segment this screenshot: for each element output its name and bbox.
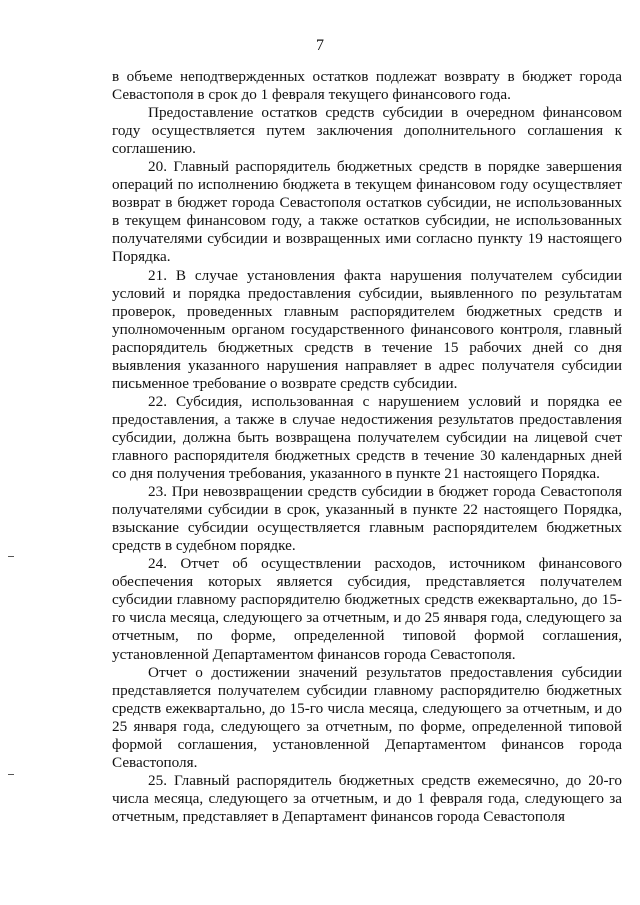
scan-mark xyxy=(8,556,14,557)
paragraph-item-21: 21. В случае установления факта нарушения получателем субсидии условий и порядка предоставления субсидии, выявленного по результатам проверок, проведенных главным распорядителем бюджетных средств и уполномоченным органом государственного финансового контроля, главный распорядитель бюджетных средств в течение 15 рабочих дней со дня выявления указанного нарушения направляет в адрес получателя субсидии письменное требование о возврате средств субсидии. xyxy=(112,266,622,392)
document-body xyxy=(112,68,622,826)
paragraph: Отчет о достижении значений результатов предоставления субсидии представляется получателем субсидии главному распорядителю бюджетных средств ежеквартально, до 15-го числа месяца, следующего за отчетным, и до 25 января года, следующего за отчетным, по форме, определенной типовой формой соглашения, установленной Департаментом финансов города Севастополя. xyxy=(112,663,622,771)
paragraph-item-23: 23. При невозвращении средств субсидии в бюджет города Севастополя получателями субсидии в срок, указанный в пункте 22 настоящего Порядка, взыскание субсидии осуществляется главным распорядителем бюджетных средств в судебном порядке. xyxy=(112,483,622,555)
paragraph: Предоставление остатков средств субсидии в очередном финансовом году осуществляется путем заключения дополнительного соглашения к соглашению. xyxy=(112,104,622,158)
paragraph: в объеме неподтвержденных остатков подлежат возврату в бюджет города Севастополя в срок до 1 февраля текущего финансового года. xyxy=(112,68,622,104)
scan-mark xyxy=(8,774,14,775)
paragraph-item-24: 24. Отчет об осуществлении расходов, источником финансового обеспечения которых является субсидия, представляется получателем субсидии главному распорядителю бюджетных средств ежеквартально, до 15-го числа месяца, следующего за отчетным, и до 25 января года, следующего за отчетным, по форме, определенной типовой формой соглашения, установленной Департаментом финансов города Севастополя. xyxy=(112,555,622,663)
page-number: 7 xyxy=(316,37,324,54)
paragraph-item-25: 25. Главный распорядитель бюджетных средств ежемесячно, до 20-го числа месяца, следующего за отчетным, и до 1 февраля года, следующего за отчетным, представляет в Департамент финансов города Севастополя xyxy=(112,771,622,825)
paragraph-item-20: 20. Главный распорядитель бюджетных средств в порядке завершения операций по исполнению бюджета в текущем финансовом году осуществляет возврат в бюджет города Севастополя остатков субсидии, не использованных в текущем финансовом году, а также остатков субсидии, не использованных получателями субсидии и возвращенных ими согласно пункту 19 настоящего Порядка. xyxy=(112,158,622,266)
paragraph-item-22: 22. Субсидия, использованная с нарушением условий и порядка ее предоставления, а также в случае недостижения результатов предоставления субсидии, должна быть возвращена получателем субсидии на лицевой счет главного распорядителя бюджетных средств в течение 30 календарных дней со дня получения требования, указанного в пункте 21 настоящего Порядка. xyxy=(112,392,622,483)
